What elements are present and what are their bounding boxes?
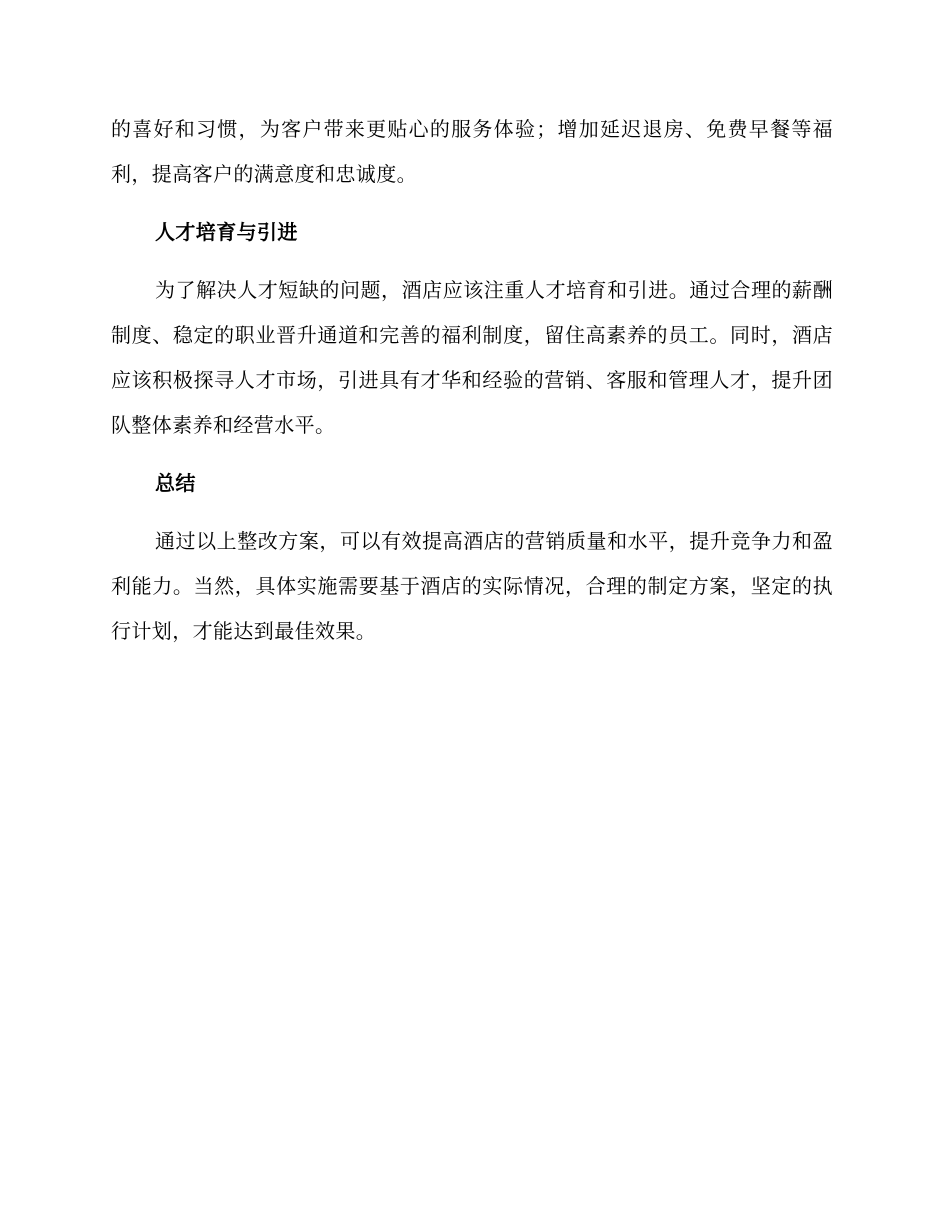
section-heading-talent: 人才培育与引进 (155, 220, 298, 244)
spacer (111, 255, 833, 268)
continued-paragraph: 的喜好和习惯，为客户带来更贴心的服务体验；增加延迟退房、免费早餐等福利，提高客户的满意度和忠诚度。 (111, 117, 833, 186)
spacer (111, 448, 833, 461)
spacer (111, 506, 833, 519)
section-body-talent: 为了解决人才短缺的问题，酒店应该注重人才培育和引进。通过合理的薪酬制度、稳定的职业晋升通道和完善的福利制度，留住高素养的员工。同时，酒店应该积极探寻人才市场，引进具有才华和经验的营销、客服和管理人才，提升团队整体素养和经营水平。 (111, 278, 833, 437)
section-heading-summary: 总结 (155, 471, 196, 495)
document-content (111, 107, 833, 654)
spacer (111, 197, 833, 210)
section-body-summary: 通过以上整改方案，可以有效提高酒店的营销质量和水平，提升竞争力和盈利能力。当然，具体实施需要基于酒店的实际情况，合理的制定方案，坚定的执行计划，才能达到最佳效果。 (111, 529, 833, 643)
